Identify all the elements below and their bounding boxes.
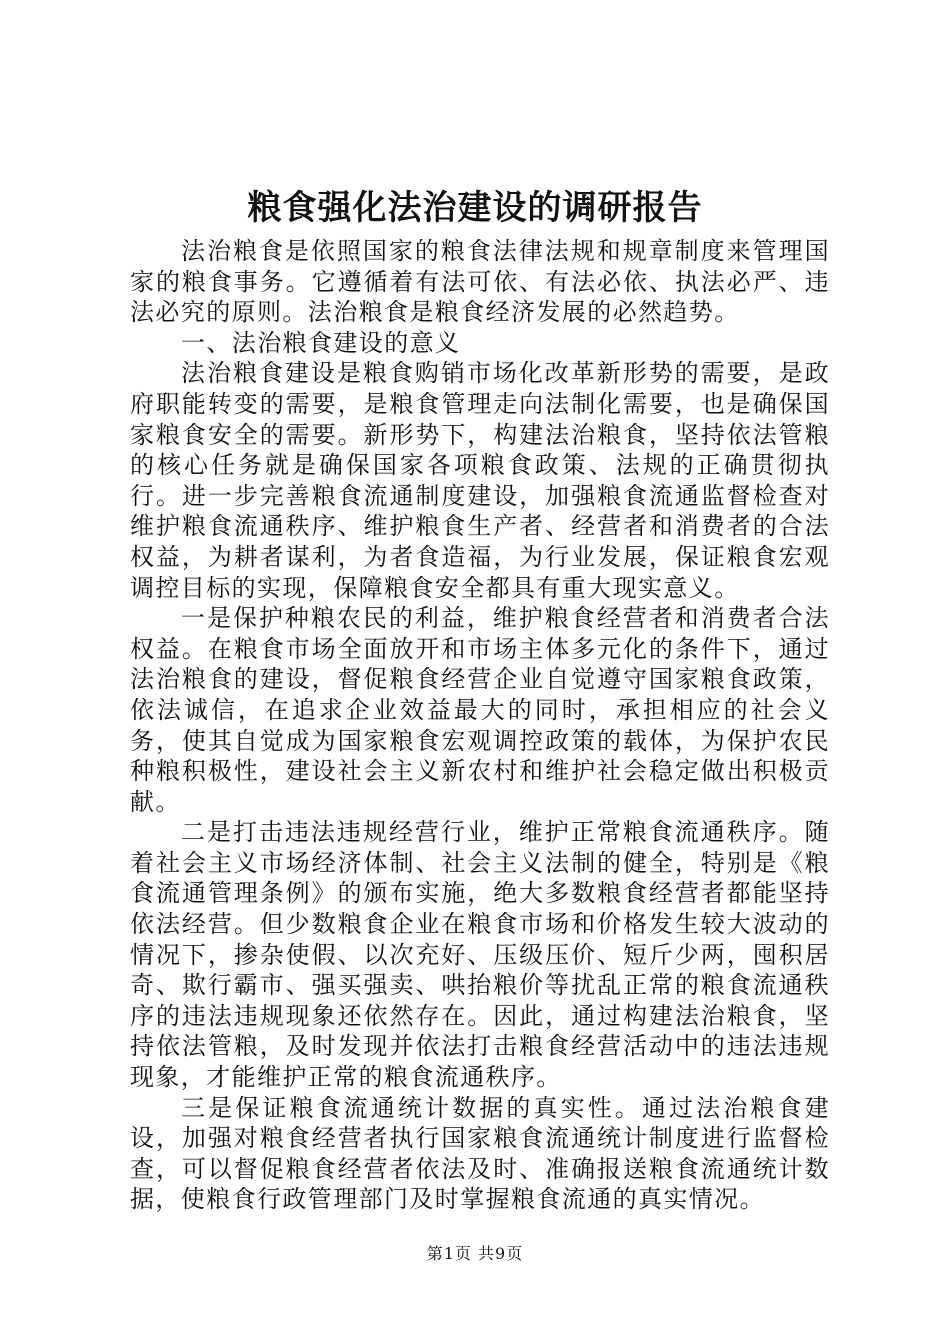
point-two-paragraph: 二是打击违法违规经营行业，维护正常粮食流通秩序。随着社会主义市场经济体制、社会主义法制的健全，特别是《粮食流通管理条例》的颁布实施，绝大多数粮食经营者都能坚持依法经营。但少数粮食企业在粮食市场和价格发生较大波动的情况下，掺杂使假、以次充好、压级压价、短斤少两，囤积居奇、欺行霸市、强买强卖、哄抬粮价等扰乱正常的粮食流通秩序的违法违规现象还依然存在。因此，通过构建法治粮食，坚持依法管粮，及时发现并依法打击粮食经营活动中的违法违规现象，才能维护正常的粮食流通秩序。	[130, 818, 830, 1092]
significance-paragraph: 法治粮食建设是粮食购销市场化改革新形势的需要，是政府职能转变的需要，是粮食管理走向法制化需要，也是确保国家粮食安全的需要。新形势下，构建法治粮食，坚持依法管粮的核心任务就是确保国家各项粮食政策、法规的正确贯彻执行。进一步完善粮食流通制度建设，加强粮食流通监督检查对维护粮食流通秩序、维护粮食生产者、经营者和消费者的合法权益，为耕者谋利，为者食造福，为行业发展，保证粮食宏观调控目标的实现，保障粮食安全都具有重大现实意义。	[130, 359, 830, 602]
intro-paragraph: 法治粮食是依照国家的粮食法律法规和规章制度来管理国家的粮食事务。它遵循着有法可依、有法必依、执法必严、违法必究的原则。法治粮食是粮食经济发展的必然趋势。	[130, 237, 830, 327]
point-three-paragraph: 三是保证粮食流通统计数据的真实性。通过法治粮食建设，加强对粮食经营者执行国家粮食流通统计制度进行监督检查，可以督促粮食经营者依法及时、准确报送粮食流通统计数据，使粮食行政管理部门及时掌握粮食流通的真实情况。	[130, 1093, 830, 1214]
section-heading: 一、法治粮食建设的意义	[181, 328, 461, 357]
document-body	[130, 236, 830, 1215]
document-title: 粮食强化法治建设的调研报告	[247, 188, 703, 228]
page-number-footer: 第1页 共9页	[426, 1244, 524, 1263]
point-one-paragraph: 一是保护种粮农民的利益，维护粮食经营者和消费者合法权益。在粮食市场全面放开和市场主体多元化的条件下，通过法治粮食的建设，督促粮食经营企业自觉遵守国家粮食政策，依法诚信，在追求企业效益最大的同时，承担相应的社会义务，使其自觉成为国家粮食宏观调控政策的载体，为保护农民种粮积极性，建设社会主义新农村和维护社会稳定做出积极贡献。	[130, 604, 830, 816]
